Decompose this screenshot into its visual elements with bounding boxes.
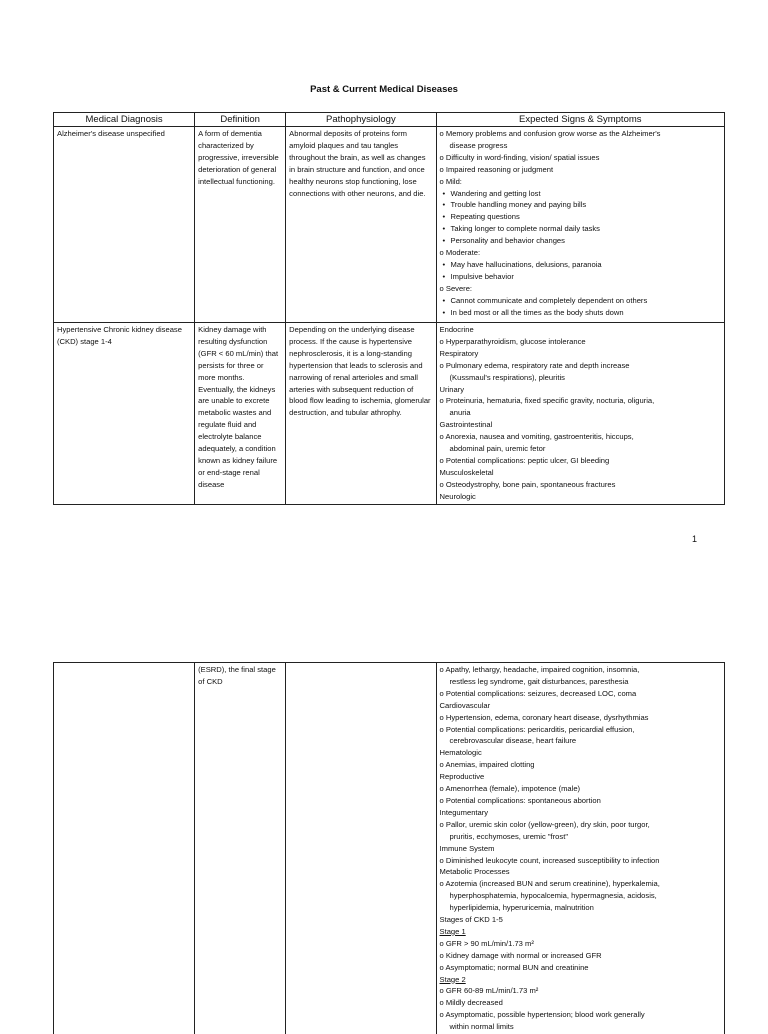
list-item: o Impaired reasoning or judgment	[440, 164, 721, 176]
section-heading: Integumentary	[440, 807, 721, 819]
list-item: o Difficulty in word-finding, vision/ spatial issues	[440, 152, 721, 164]
section-heading: Gastrointestinal	[440, 419, 721, 431]
list-item: o Amenorrhea (female), impotence (male)	[440, 783, 721, 795]
list-item: o Diminished leukocyte count, increased susceptibility to infection	[440, 855, 721, 867]
list-item: o Potential complications: peptic ulcer, GI bleeding	[440, 455, 721, 467]
list-item: pruritis, ecchymoses, uremic "frost"	[440, 831, 721, 843]
table-header-row	[54, 113, 725, 127]
list-item: o Mildly decreased	[440, 997, 721, 1009]
section-heading: Musculoskeletal	[440, 467, 721, 479]
signs-cell	[436, 323, 724, 505]
pathophysiology-cell: Abnormal deposits of proteins form amyloid plaques and tau tangles throughout the brain, as well as changes in brain structure and function, and once healthy neurons stop functioning, lose connections with other neurons, and die.	[286, 127, 436, 323]
header-medical-diagnosis: Medical Diagnosis	[54, 113, 195, 127]
diseases-table-continued	[53, 662, 725, 1034]
table-row	[54, 127, 725, 323]
list-item: • Cannot communicate and completely dependent on others	[440, 295, 721, 307]
list-item: o GFR 60-89 mL/min/1.73 m²	[440, 985, 721, 997]
section-heading: Stages of CKD 1-5	[440, 914, 721, 926]
list-item: o Pallor, uremic skin color (yellow-green), dry skin, poor turgor,	[440, 819, 721, 831]
list-item: o Kidney damage with normal or increased GFR	[440, 950, 721, 962]
list-item: o Hypertension, edema, coronary heart disease, dysrhythmias	[440, 712, 721, 724]
list-item: o Anorexia, nausea and vomiting, gastroenteritis, hiccups,	[440, 431, 721, 443]
section-heading: Immune System	[440, 843, 721, 855]
diagnosis-cell	[54, 663, 195, 1034]
list-item: o Severe:	[440, 283, 721, 295]
list-item: o Hyperparathyroidism, glucose intolerance	[440, 336, 721, 348]
diagnosis-cell: Hypertensive Chronic kidney disease (CKD) stage 1-4	[54, 323, 195, 505]
list-item: o Proteinuria, hematuria, fixed specific gravity, nocturia, oliguria,	[440, 395, 721, 407]
list-item: restless leg syndrome, gait disturbances, paresthesia	[440, 676, 721, 688]
pathophysiology-cell: Depending on the underlying disease process. If the cause is hypertensive nephrosclerosis, it is a long-standing hypertension that leads to sclerosis and narrowing of renal arterioles and small arteries with subsequent reduction of blood flow leading to ischemia, glomerular destruction, and tubular athrophy.	[286, 323, 436, 505]
list-item: hyperphosphatemia, hypocalcemia, hypermagnesia, acidosis,	[440, 890, 721, 902]
list-item: o Apathy, lethargy, headache, impaired cognition, insomnia,	[440, 664, 721, 676]
header-definition: Definition	[195, 113, 286, 127]
list-item: • May have hallucinations, delusions, paranoia	[440, 259, 721, 271]
definition-cell: Kidney damage with resulting dysfunction (GFR < 60 mL/min) that persists for three or more months. Eventually, the kidneys are unable to excrete metabolic wastes and regulate fluid and electrolyte balance adequately, a condition known as kidney failure or end-stage renal disease	[195, 323, 286, 505]
diseases-table	[53, 112, 725, 505]
header-signs-symptoms: Expected Signs & Symptoms	[436, 113, 724, 127]
table-row	[54, 323, 725, 505]
section-heading: Cardiovascular	[440, 700, 721, 712]
section-heading: Stage 1	[440, 926, 721, 938]
header-pathophysiology: Pathophysiology	[286, 113, 436, 127]
list-item: o Pulmonary edema, respiratory rate and depth increase	[440, 360, 721, 372]
list-item: • In bed most or all the times as the body shuts down	[440, 307, 721, 319]
list-item: o Potential complications: seizures, decreased LOC, coma	[440, 688, 721, 700]
list-item: • Personality and behavior changes	[440, 235, 721, 247]
list-item: • Taking longer to complete normal daily tasks	[440, 223, 721, 235]
diagnosis-cell: Alzheimer's disease unspecified	[54, 127, 195, 323]
definition-cell: (ESRD), the final stage of CKD	[195, 663, 286, 1034]
list-item: o Asymptomatic, possible hypertension; blood work generally	[440, 1009, 721, 1021]
signs-cell	[436, 663, 724, 1034]
document-title: Past & Current Medical Diseases	[0, 84, 768, 95]
list-item: cerebrovascular disease, heart failure	[440, 735, 721, 747]
list-item: o GFR > 90 mL/min/1.73 m²	[440, 938, 721, 950]
list-item: disease progress	[440, 140, 721, 152]
section-heading: Urinary	[440, 384, 721, 396]
section-heading: Reproductive	[440, 771, 721, 783]
definition-cell: A form of dementia characterized by progressive, irreversible deterioration of general intellectual functioning.	[195, 127, 286, 323]
pathophysiology-cell	[286, 663, 436, 1034]
page-number: 1	[692, 534, 697, 544]
list-item: anuria	[440, 407, 721, 419]
list-item: abdominal pain, uremic fetor	[440, 443, 721, 455]
list-item: o Asymptomatic; normal BUN and creatinine	[440, 962, 721, 974]
list-item: o Azotemia (increased BUN and serum creatinine), hyperkalemia,	[440, 878, 721, 890]
signs-cell	[436, 127, 724, 323]
list-item: • Repeating questions	[440, 211, 721, 223]
list-item: • Trouble handling money and paying bills	[440, 199, 721, 211]
list-item: hyperlipidemia, hyperuricemia, malnutrition	[440, 902, 721, 914]
list-item: • Wandering and getting lost	[440, 188, 721, 200]
list-item: within normal limits	[440, 1021, 721, 1033]
list-item: o Potential complications: pericarditis, pericardial effusion,	[440, 724, 721, 736]
list-item: o Potential complications: spontaneous abortion	[440, 795, 721, 807]
section-heading: Respiratory	[440, 348, 721, 360]
list-item: o Moderate:	[440, 247, 721, 259]
list-item: (Kussmaul's respirations), pleuritis	[440, 372, 721, 384]
section-heading: Metabolic Processes	[440, 866, 721, 878]
list-item: o Anemias, impaired clotting	[440, 759, 721, 771]
table-row	[54, 663, 725, 1034]
list-item: o Memory problems and confusion grow worse as the Alzheimer's	[440, 128, 721, 140]
list-item: o Mild:	[440, 176, 721, 188]
section-heading: Stage 2	[440, 974, 721, 986]
section-heading: Endocrine	[440, 324, 721, 336]
section-heading: Hematologic	[440, 747, 721, 759]
list-item: o Osteodystrophy, bone pain, spontaneous fractures	[440, 479, 721, 491]
section-heading: Neurologic	[440, 491, 721, 503]
list-item: • Impulsive behavior	[440, 271, 721, 283]
